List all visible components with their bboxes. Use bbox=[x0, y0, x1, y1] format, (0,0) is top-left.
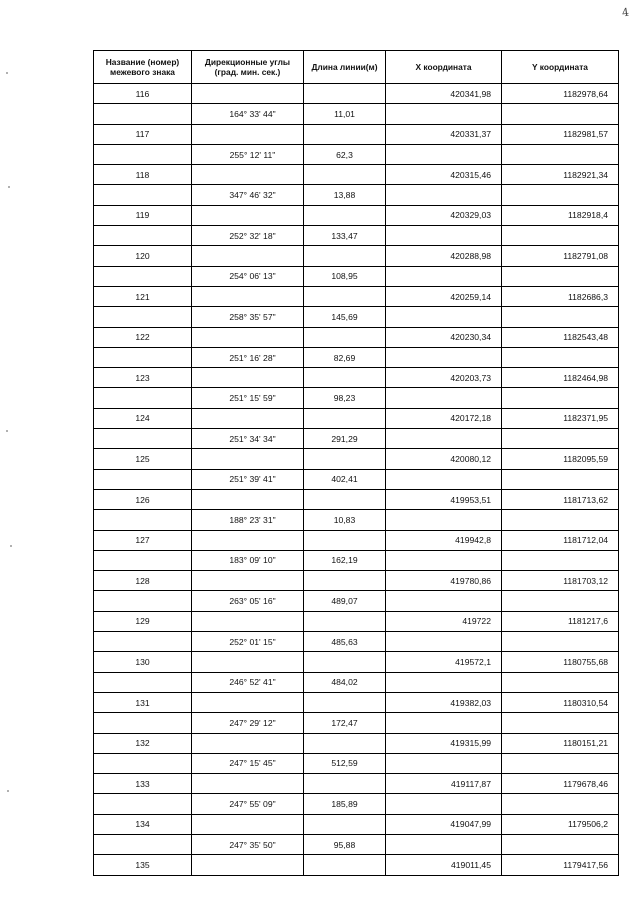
cell-x bbox=[386, 794, 502, 814]
cell-name bbox=[94, 226, 192, 246]
cell-name bbox=[94, 104, 192, 124]
cell-x: 419315,99 bbox=[386, 733, 502, 753]
cell-name: 124 bbox=[94, 408, 192, 428]
cell-y bbox=[502, 307, 619, 327]
cell-y bbox=[502, 429, 619, 449]
cell-x: 420341,98 bbox=[386, 84, 502, 104]
cell-y bbox=[502, 388, 619, 408]
cell-name: 126 bbox=[94, 489, 192, 509]
cell-y bbox=[502, 794, 619, 814]
table-row bbox=[94, 205, 619, 225]
cell-x bbox=[386, 510, 502, 530]
table-row bbox=[94, 408, 619, 428]
cell-x bbox=[386, 429, 502, 449]
cell-name: 134 bbox=[94, 814, 192, 834]
table-row bbox=[94, 266, 619, 286]
cell-length bbox=[304, 774, 386, 794]
cell-name: 117 bbox=[94, 124, 192, 144]
cell-length bbox=[304, 449, 386, 469]
cell-angle bbox=[192, 327, 304, 347]
cell-y: 1179417,56 bbox=[502, 855, 619, 875]
cell-length bbox=[304, 205, 386, 225]
cell-name: 130 bbox=[94, 652, 192, 672]
cell-angle: 251° 34' 34" bbox=[192, 429, 304, 449]
cell-x bbox=[386, 632, 502, 652]
cell-y bbox=[502, 713, 619, 733]
cell-name: 125 bbox=[94, 449, 192, 469]
cell-y: 1182464,98 bbox=[502, 368, 619, 388]
table-row bbox=[94, 611, 619, 631]
cell-y bbox=[502, 834, 619, 854]
cell-angle: 246° 52' 41" bbox=[192, 672, 304, 692]
cell-y: 1179678,46 bbox=[502, 774, 619, 794]
cell-length bbox=[304, 368, 386, 388]
cell-length: 95,88 bbox=[304, 834, 386, 854]
table-row bbox=[94, 814, 619, 834]
table-row bbox=[94, 530, 619, 550]
cell-x bbox=[386, 266, 502, 286]
cell-name bbox=[94, 347, 192, 367]
table-row bbox=[94, 489, 619, 509]
cell-y: 1182791,08 bbox=[502, 246, 619, 266]
cell-x: 419942,8 bbox=[386, 530, 502, 550]
cell-name bbox=[94, 550, 192, 570]
cell-length bbox=[304, 246, 386, 266]
cell-name bbox=[94, 794, 192, 814]
cell-y bbox=[502, 266, 619, 286]
cell-y: 1182095,59 bbox=[502, 449, 619, 469]
cell-name: 123 bbox=[94, 368, 192, 388]
cell-length bbox=[304, 814, 386, 834]
cell-length bbox=[304, 855, 386, 875]
cell-y: 1180755,68 bbox=[502, 652, 619, 672]
cell-length bbox=[304, 489, 386, 509]
cell-length bbox=[304, 286, 386, 306]
cell-length: 10,83 bbox=[304, 510, 386, 530]
cell-angle bbox=[192, 205, 304, 225]
cell-angle: 251° 39' 41" bbox=[192, 469, 304, 489]
cell-length: 484,02 bbox=[304, 672, 386, 692]
cell-angle: 247° 15' 45" bbox=[192, 753, 304, 773]
table-row bbox=[94, 834, 619, 854]
table-row bbox=[94, 469, 619, 489]
table-row bbox=[94, 429, 619, 449]
cell-name bbox=[94, 266, 192, 286]
cell-angle bbox=[192, 530, 304, 550]
cell-y: 1181217,6 bbox=[502, 611, 619, 631]
cell-y: 1182921,34 bbox=[502, 165, 619, 185]
cell-length: 512,59 bbox=[304, 753, 386, 773]
table-row bbox=[94, 246, 619, 266]
cell-y bbox=[502, 632, 619, 652]
cell-x: 419953,51 bbox=[386, 489, 502, 509]
cell-angle: 254° 06' 13" bbox=[192, 266, 304, 286]
table-row bbox=[94, 226, 619, 246]
cell-name: 121 bbox=[94, 286, 192, 306]
cell-length bbox=[304, 327, 386, 347]
cell-name: 135 bbox=[94, 855, 192, 875]
cell-name: 116 bbox=[94, 84, 192, 104]
table-row bbox=[94, 774, 619, 794]
cell-length: 485,63 bbox=[304, 632, 386, 652]
cell-length: 489,07 bbox=[304, 591, 386, 611]
cell-x bbox=[386, 185, 502, 205]
cell-length bbox=[304, 84, 386, 104]
cell-angle bbox=[192, 611, 304, 631]
cell-x: 419722 bbox=[386, 611, 502, 631]
table-header-row bbox=[94, 51, 619, 84]
table-row bbox=[94, 794, 619, 814]
cell-angle: 188° 23' 31" bbox=[192, 510, 304, 530]
cell-y bbox=[502, 104, 619, 124]
cell-length: 172,47 bbox=[304, 713, 386, 733]
cell-y bbox=[502, 672, 619, 692]
table-row bbox=[94, 591, 619, 611]
cell-x: 419780,86 bbox=[386, 571, 502, 591]
cell-x: 420331,37 bbox=[386, 124, 502, 144]
header-angle: Дирекционные углы (град. мин. сек.) bbox=[192, 51, 304, 84]
cell-length bbox=[304, 692, 386, 712]
cell-name bbox=[94, 510, 192, 530]
cell-name: 133 bbox=[94, 774, 192, 794]
cell-y: 1179506,2 bbox=[502, 814, 619, 834]
cell-y bbox=[502, 550, 619, 570]
cell-angle bbox=[192, 692, 304, 712]
cell-angle: 255° 12' 11" bbox=[192, 144, 304, 164]
cell-x: 419382,03 bbox=[386, 692, 502, 712]
table-row bbox=[94, 104, 619, 124]
cell-name bbox=[94, 388, 192, 408]
cell-y bbox=[502, 185, 619, 205]
cell-angle: 251° 16' 28" bbox=[192, 347, 304, 367]
cell-length bbox=[304, 408, 386, 428]
cell-length: 82,69 bbox=[304, 347, 386, 367]
cell-name bbox=[94, 144, 192, 164]
cell-angle bbox=[192, 124, 304, 144]
cell-name: 131 bbox=[94, 692, 192, 712]
cell-name bbox=[94, 713, 192, 733]
cell-x: 420230,34 bbox=[386, 327, 502, 347]
table-row bbox=[94, 733, 619, 753]
table-row bbox=[94, 84, 619, 104]
cell-length: 108,95 bbox=[304, 266, 386, 286]
cell-x bbox=[386, 347, 502, 367]
cell-length bbox=[304, 571, 386, 591]
cell-y: 1180310,54 bbox=[502, 692, 619, 712]
cell-angle bbox=[192, 449, 304, 469]
cell-y bbox=[502, 226, 619, 246]
cell-x bbox=[386, 550, 502, 570]
cell-y: 1181703,12 bbox=[502, 571, 619, 591]
cell-x: 420329,03 bbox=[386, 205, 502, 225]
table-row bbox=[94, 571, 619, 591]
cell-length: 402,41 bbox=[304, 469, 386, 489]
cell-angle bbox=[192, 571, 304, 591]
cell-length: 133,47 bbox=[304, 226, 386, 246]
table-row bbox=[94, 672, 619, 692]
cell-name: 127 bbox=[94, 530, 192, 550]
cell-angle: 252° 32' 18" bbox=[192, 226, 304, 246]
cell-length: 98,23 bbox=[304, 388, 386, 408]
cell-length bbox=[304, 124, 386, 144]
cell-y: 1182978,64 bbox=[502, 84, 619, 104]
cell-length: 11,01 bbox=[304, 104, 386, 124]
table-row bbox=[94, 124, 619, 144]
cell-length: 185,89 bbox=[304, 794, 386, 814]
cell-length: 291,29 bbox=[304, 429, 386, 449]
cell-name: 122 bbox=[94, 327, 192, 347]
cell-y: 1182371,95 bbox=[502, 408, 619, 428]
cell-angle bbox=[192, 814, 304, 834]
cell-angle: 247° 35' 50" bbox=[192, 834, 304, 854]
table-row bbox=[94, 165, 619, 185]
cell-angle bbox=[192, 652, 304, 672]
cell-name: 129 bbox=[94, 611, 192, 631]
cell-angle bbox=[192, 774, 304, 794]
cell-y: 1182981,57 bbox=[502, 124, 619, 144]
cell-angle bbox=[192, 286, 304, 306]
table-row bbox=[94, 855, 619, 875]
cell-angle bbox=[192, 733, 304, 753]
cell-angle bbox=[192, 489, 304, 509]
cell-angle: 252° 01' 15" bbox=[192, 632, 304, 652]
cell-name bbox=[94, 469, 192, 489]
table-row bbox=[94, 286, 619, 306]
cell-y: 1181712,04 bbox=[502, 530, 619, 550]
cell-x bbox=[386, 753, 502, 773]
cell-x: 420315,46 bbox=[386, 165, 502, 185]
cell-length bbox=[304, 733, 386, 753]
cell-angle: 263° 05' 16" bbox=[192, 591, 304, 611]
cell-name: 118 bbox=[94, 165, 192, 185]
cell-angle bbox=[192, 165, 304, 185]
cell-x bbox=[386, 672, 502, 692]
header-length: Длина линии(м) bbox=[304, 51, 386, 84]
cell-name: 128 bbox=[94, 571, 192, 591]
boundary-coordinates-table bbox=[93, 50, 619, 876]
table-row bbox=[94, 185, 619, 205]
cell-name: 119 bbox=[94, 205, 192, 225]
table-row bbox=[94, 307, 619, 327]
cell-name bbox=[94, 429, 192, 449]
table-row bbox=[94, 347, 619, 367]
table-row bbox=[94, 144, 619, 164]
cell-name bbox=[94, 632, 192, 652]
cell-angle bbox=[192, 855, 304, 875]
header-x: X координата bbox=[386, 51, 502, 84]
cell-y: 1180151,21 bbox=[502, 733, 619, 753]
table-row bbox=[94, 652, 619, 672]
cell-x bbox=[386, 307, 502, 327]
table-row bbox=[94, 753, 619, 773]
cell-length bbox=[304, 530, 386, 550]
cell-x bbox=[386, 144, 502, 164]
cell-angle bbox=[192, 368, 304, 388]
header-name: Название (номер) межевого знака bbox=[94, 51, 192, 84]
cell-x: 420259,14 bbox=[386, 286, 502, 306]
table-row bbox=[94, 449, 619, 469]
cell-x: 419572,1 bbox=[386, 652, 502, 672]
cell-x bbox=[386, 713, 502, 733]
cell-length bbox=[304, 652, 386, 672]
cell-name bbox=[94, 672, 192, 692]
cell-name bbox=[94, 307, 192, 327]
cell-y bbox=[502, 591, 619, 611]
cell-x: 420203,73 bbox=[386, 368, 502, 388]
cell-length: 145,69 bbox=[304, 307, 386, 327]
cell-x bbox=[386, 226, 502, 246]
cell-angle: 247° 55' 09" bbox=[192, 794, 304, 814]
cell-angle: 183° 09' 10" bbox=[192, 550, 304, 570]
cell-name bbox=[94, 591, 192, 611]
cell-name: 132 bbox=[94, 733, 192, 753]
cell-y: 1181713,62 bbox=[502, 489, 619, 509]
cell-x: 419047,99 bbox=[386, 814, 502, 834]
cell-length bbox=[304, 165, 386, 185]
table-row bbox=[94, 692, 619, 712]
cell-x: 419117,87 bbox=[386, 774, 502, 794]
cell-y bbox=[502, 753, 619, 773]
cell-x bbox=[386, 104, 502, 124]
cell-length: 162,19 bbox=[304, 550, 386, 570]
page-number-mark: 4 bbox=[621, 5, 630, 20]
cell-x: 420288,98 bbox=[386, 246, 502, 266]
cell-angle: 164° 33' 44" bbox=[192, 104, 304, 124]
table-row bbox=[94, 510, 619, 530]
cell-y bbox=[502, 144, 619, 164]
cell-x bbox=[386, 591, 502, 611]
table-row bbox=[94, 368, 619, 388]
cell-name: 120 bbox=[94, 246, 192, 266]
cell-y: 1182543,48 bbox=[502, 327, 619, 347]
table-row bbox=[94, 713, 619, 733]
cell-angle bbox=[192, 408, 304, 428]
coordinates-table-wrapper bbox=[93, 50, 618, 876]
cell-y: 1182918,4 bbox=[502, 205, 619, 225]
cell-x: 419011,45 bbox=[386, 855, 502, 875]
cell-y: 1182686,3 bbox=[502, 286, 619, 306]
cell-x bbox=[386, 388, 502, 408]
cell-angle: 258° 35' 57" bbox=[192, 307, 304, 327]
cell-name bbox=[94, 185, 192, 205]
table-row bbox=[94, 388, 619, 408]
cell-name bbox=[94, 834, 192, 854]
cell-angle: 347° 46' 32" bbox=[192, 185, 304, 205]
table-row bbox=[94, 550, 619, 570]
cell-x: 420080,12 bbox=[386, 449, 502, 469]
cell-x bbox=[386, 834, 502, 854]
cell-angle: 251° 15' 59" bbox=[192, 388, 304, 408]
table-row bbox=[94, 632, 619, 652]
table-row bbox=[94, 327, 619, 347]
cell-angle bbox=[192, 246, 304, 266]
cell-x bbox=[386, 469, 502, 489]
cell-length: 13,88 bbox=[304, 185, 386, 205]
cell-x: 420172,18 bbox=[386, 408, 502, 428]
cell-y bbox=[502, 469, 619, 489]
cell-y bbox=[502, 347, 619, 367]
cell-angle: 247° 29' 12" bbox=[192, 713, 304, 733]
cell-y bbox=[502, 510, 619, 530]
cell-angle bbox=[192, 84, 304, 104]
cell-name bbox=[94, 753, 192, 773]
cell-length bbox=[304, 611, 386, 631]
table-body bbox=[94, 84, 619, 876]
cell-length: 62,3 bbox=[304, 144, 386, 164]
header-y: Y координата bbox=[502, 51, 619, 84]
